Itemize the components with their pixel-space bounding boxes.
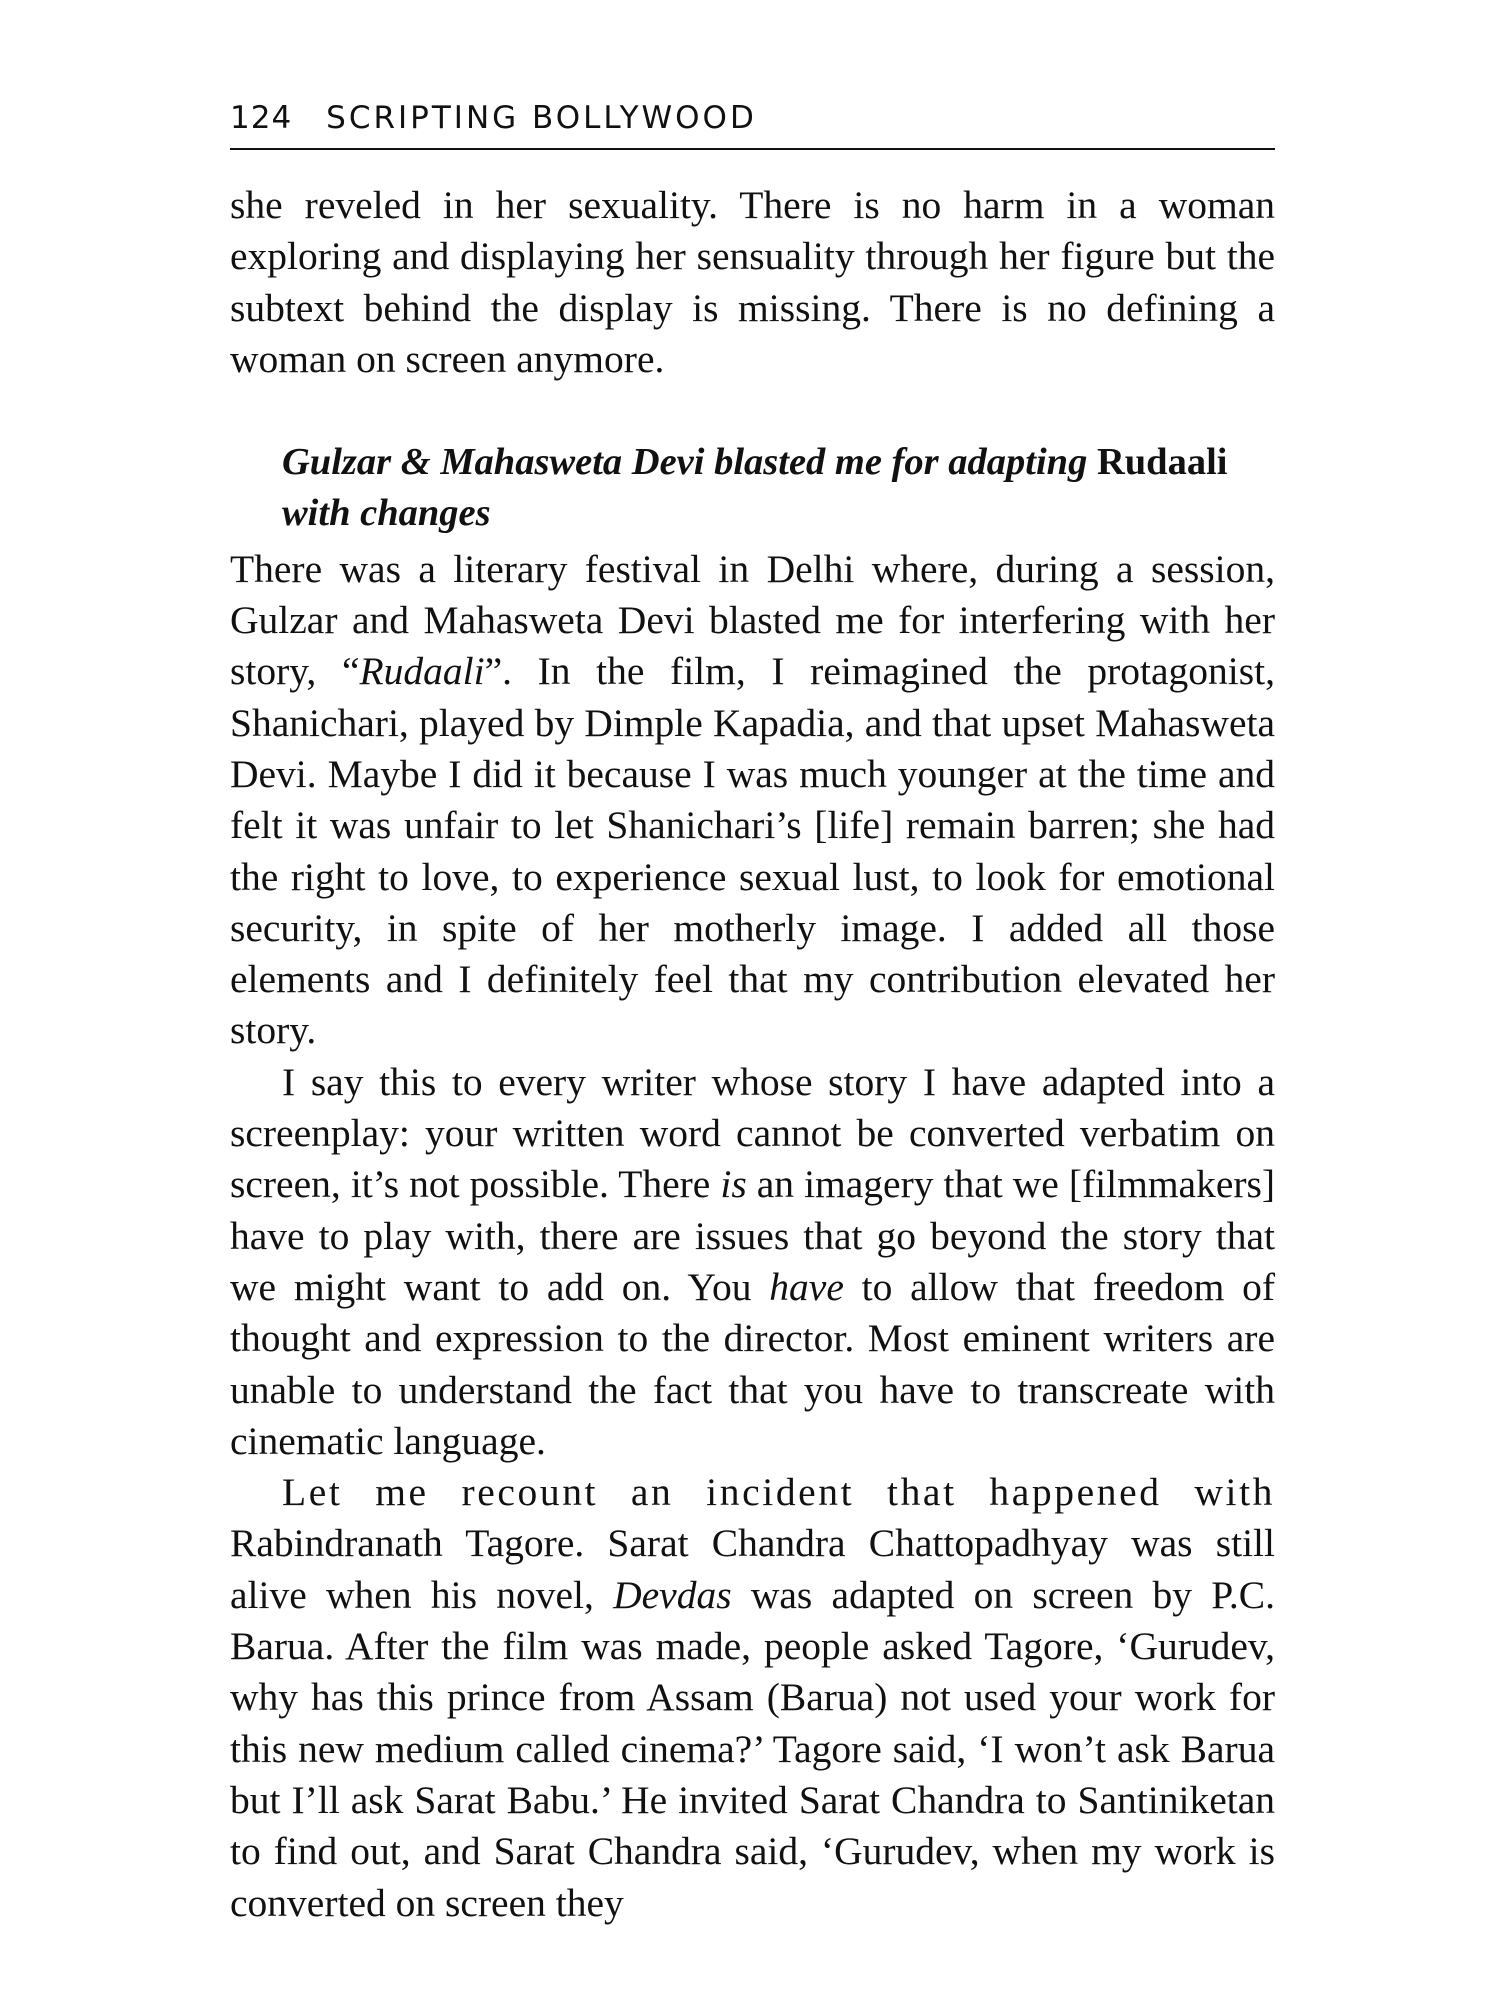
paragraph-2 — [230, 544, 1275, 1057]
body-text — [230, 180, 1275, 1929]
section-heading — [282, 437, 1275, 540]
paragraph-2-before: There was a literary festival in Delhi where, during a session, Gulzar and Mahasweta Devi blasted me for interfering with her story, “ — [230, 546, 1275, 694]
paragraph-3-italic-1: is — [720, 1162, 747, 1207]
heading-part-3: with changes — [282, 492, 491, 535]
book-page — [230, 100, 1275, 1929]
page-number: 124 — [230, 100, 293, 136]
heading-part-1: Gulzar & Mahasweta Devi blasted me for adapting — [282, 441, 1088, 484]
paragraph-2-after: ”. In the film, I reimagined the protagonist, Shanichari, played by Dimple Kapadia, and that upset Mahasweta Devi. Maybe I did it because I was much younger at the time and felt it was unfair to let Shanichari’s [life] remain barren; she had the right to love, to experience sexual lust, to look for emotional security, in spite of her motherly image. I added all those elements and I definitely feel that my contribution elevated her story. — [230, 649, 1275, 1053]
heading-film-title: Rudaali — [1096, 441, 1228, 484]
paragraph-1: she reveled in her sexuality. There is no harm in a woman exploring and displaying her sensuality through her figure but the subtext behind the display is missing. There is no defining a woman on screen anymore. — [230, 183, 1275, 381]
paragraph-4-italic: Devdas — [613, 1572, 732, 1617]
paragraph-2-italic: Rudaali — [359, 649, 485, 694]
paragraph-3-part-3: to allow that freedom of thought and expression to the director. Most eminent writers are unable to understand the fact that you have to transcreate with cinematic language. — [230, 1264, 1276, 1463]
paragraph-4-part-2: was adapted on screen by P.C. Barua. After the film was made, people asked Tagore, ‘Gurudev, why has this prince from Assam (Barua) not used your work for this new medium called cinema?’ Tagore said, ‘I won’t ask Barua but I’ll ask Sarat Babu.’ He invited Sarat Chandra to Santiniketan to find out, and Sarat Chandra said, ‘Gurudev, when my work is converted on screen they — [230, 1572, 1275, 1925]
paragraph-4-lead: Let me recount an incident that happened with — [282, 1470, 1275, 1515]
paragraph-3-part-2: an imagery that we [filmmakers] have to play with, there are issues that go beyond the story that we might want to add on. You — [230, 1162, 1276, 1309]
paragraph-4 — [230, 1467, 1275, 1929]
running-head — [230, 100, 1275, 150]
paragraph-4-part-1: Rabindranath Tagore. Sarat Chandra Chattopadhyay was still alive when his novel, — [230, 1521, 1275, 1617]
paragraph-3-italic-2: have — [769, 1264, 844, 1309]
book-title: SCRIPTING BOLLYWOOD — [326, 100, 757, 136]
paragraph-3 — [230, 1057, 1275, 1467]
paragraph-3-part-1: I say this to every writer whose story I have adapted into a screenplay: your written word cannot be converted verbatim on screen, it’s not possible. There — [230, 1059, 1275, 1207]
